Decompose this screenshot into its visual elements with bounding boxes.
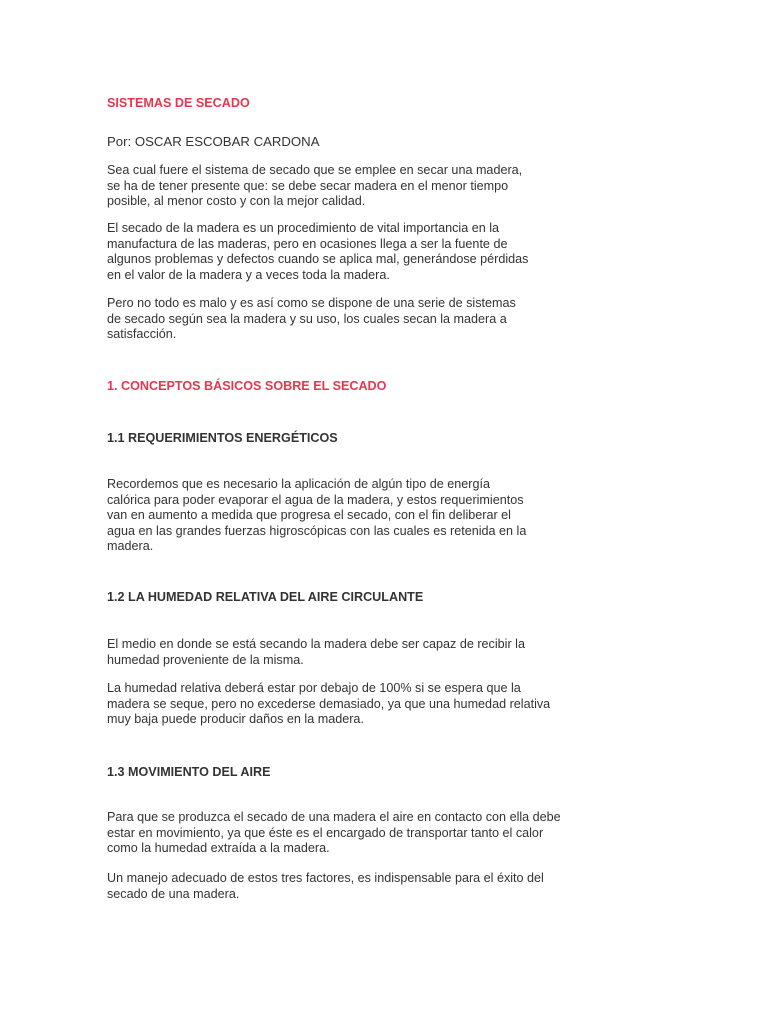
section-1-3-paragraph-2: Un manejo adecuado de estos tres factores, es indispensable para el éxito del secado de una madera. [107, 871, 544, 901]
section-1-1-paragraph-1: Recordemos que es necesario la aplicación de algún tipo de energía calórica para poder evaporar el agua de la madera, y estos requerimientos van en aumento a medida que progresa el secado, con el fin deliberar el agua en las grandes fuerzas higroscópicas con las cuales es retenida en la madera. [107, 477, 527, 553]
author-line: Por: OSCAR ESCOBAR CARDONA [107, 134, 320, 149]
section-1-2-paragraph-2: La humedad relativa deberá estar por debajo de 100% si se espera que la madera se seque, pero no excederse demasiado, ya que una humedad relativa muy baja puede producir daños en la madera. [107, 681, 551, 726]
intro-paragraph-2: El secado de la madera es un procedimiento de vital importancia en la manufactura de las maderas, pero en ocasiones llega a ser la fuente de algunos problemas y defectos cuando se aplica mal, generándose pérdidas en el valor de la madera y a veces toda la madera. [107, 221, 529, 282]
section-1-2-paragraph-1: El medio en donde se está secando la madera debe ser capaz de recibir la humedad proveniente de la misma. [107, 637, 525, 667]
section-1-3-paragraph-1: Para que se produzca el secado de una madera el aire en contacto con ella debe estar en movimiento, ya que éste es el encargado de transportar tanto el calor como la humedad extraída a la madera. [107, 810, 561, 855]
section-1-1-heading: 1.1 REQUERIMIENTOS ENERGÉTICOS [107, 431, 338, 445]
intro-paragraph-1: Sea cual fuere el sistema de secado que se emplee en secar una madera, se ha de tener presente que: se debe secar madera en el menor tiempo posible, al menor costo y con la mejor calidad. [107, 163, 523, 208]
section-1-3-heading: 1.3 MOVIMIENTO DEL AIRE [107, 765, 271, 779]
section-1-2-heading: 1.2 LA HUMEDAD RELATIVA DEL AIRE CIRCULANTE [107, 590, 424, 604]
document-title: SISTEMAS DE SECADO [107, 96, 250, 110]
intro-paragraph-3: Pero no todo es malo y es así como se dispone de una serie de sistemas de secado según sea la madera y su uso, los cuales secan la madera a satisfacción. [107, 296, 516, 341]
section-1-heading: 1. CONCEPTOS BÁSICOS SOBRE EL SECADO [107, 379, 387, 393]
